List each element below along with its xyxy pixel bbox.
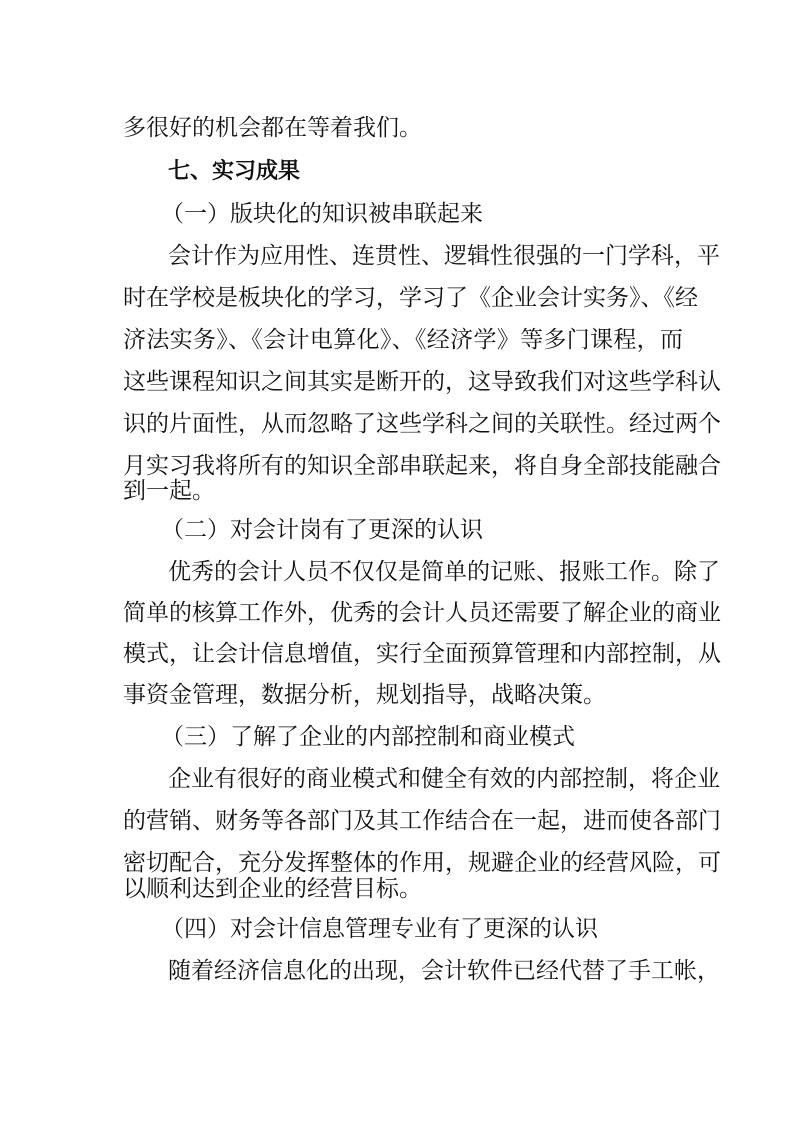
paragraph-line: 简单的核算工作外，优秀的会计人员还需要了解企业的商业: [123, 600, 721, 626]
paragraph-line: 以顺利达到企业的经营目标。: [123, 876, 422, 902]
paragraph-line: 这些课程知识之间其实是断开的，这导致我们对这些学科认: [123, 369, 721, 395]
section-heading: 七、实习成果: [168, 159, 301, 184]
subsection-heading: （二）对会计岗有了更深的认识: [161, 517, 483, 543]
paragraph-line: 事资金管理，数据分析，规划指导，战略决策。: [123, 682, 606, 708]
subsection-heading: （一）版块化的知识被串联起来: [161, 201, 483, 227]
paragraph-line: 模式，让会计信息增值，实行全面预算管理和内部控制，从: [123, 641, 721, 667]
paragraph-line: 到一起。: [123, 478, 215, 504]
paragraph-line: 随着经济信息化的出现，会计软件已经代替了手工帐，: [168, 958, 720, 984]
subsection-heading: （三）了解了企业的内部控制和商业模式: [161, 724, 575, 750]
paragraph-line: 企业有很好的商业模式和健全有效的内部控制，将企业: [168, 766, 720, 792]
subsection-heading: （四）对会计信息管理专业有了更深的认识: [161, 916, 598, 942]
paragraph-line: 优秀的会计人员不仅仅是简单的记账、报账工作。除了: [168, 559, 720, 585]
text-line: 多很好的机会都在等着我们。: [123, 115, 422, 141]
paragraph-line: 识的片面性，从而忽略了这些学科之间的关联性。经过两个: [123, 411, 721, 437]
paragraph-line: 月实习我将所有的知识全部串联起来，将自身全部技能融合: [123, 453, 721, 479]
paragraph-line: 的营销、财务等各部门及其工作结合在一起，进而使各部门: [123, 808, 721, 834]
paragraph-line: 时在学校是板块化的学习，学习了《企业会计实务》、《经: [123, 285, 698, 311]
paragraph-line: 会计作为应用性、连贯性、逻辑性很强的一门学科，平: [168, 243, 720, 269]
paragraph-line: 密切配合，充分发挥整体的作用，规避企业的经营风险，可: [123, 850, 721, 876]
paragraph-line: 济法实务》、《会计电算化》、《经济学》等多门课程，而: [123, 327, 683, 353]
